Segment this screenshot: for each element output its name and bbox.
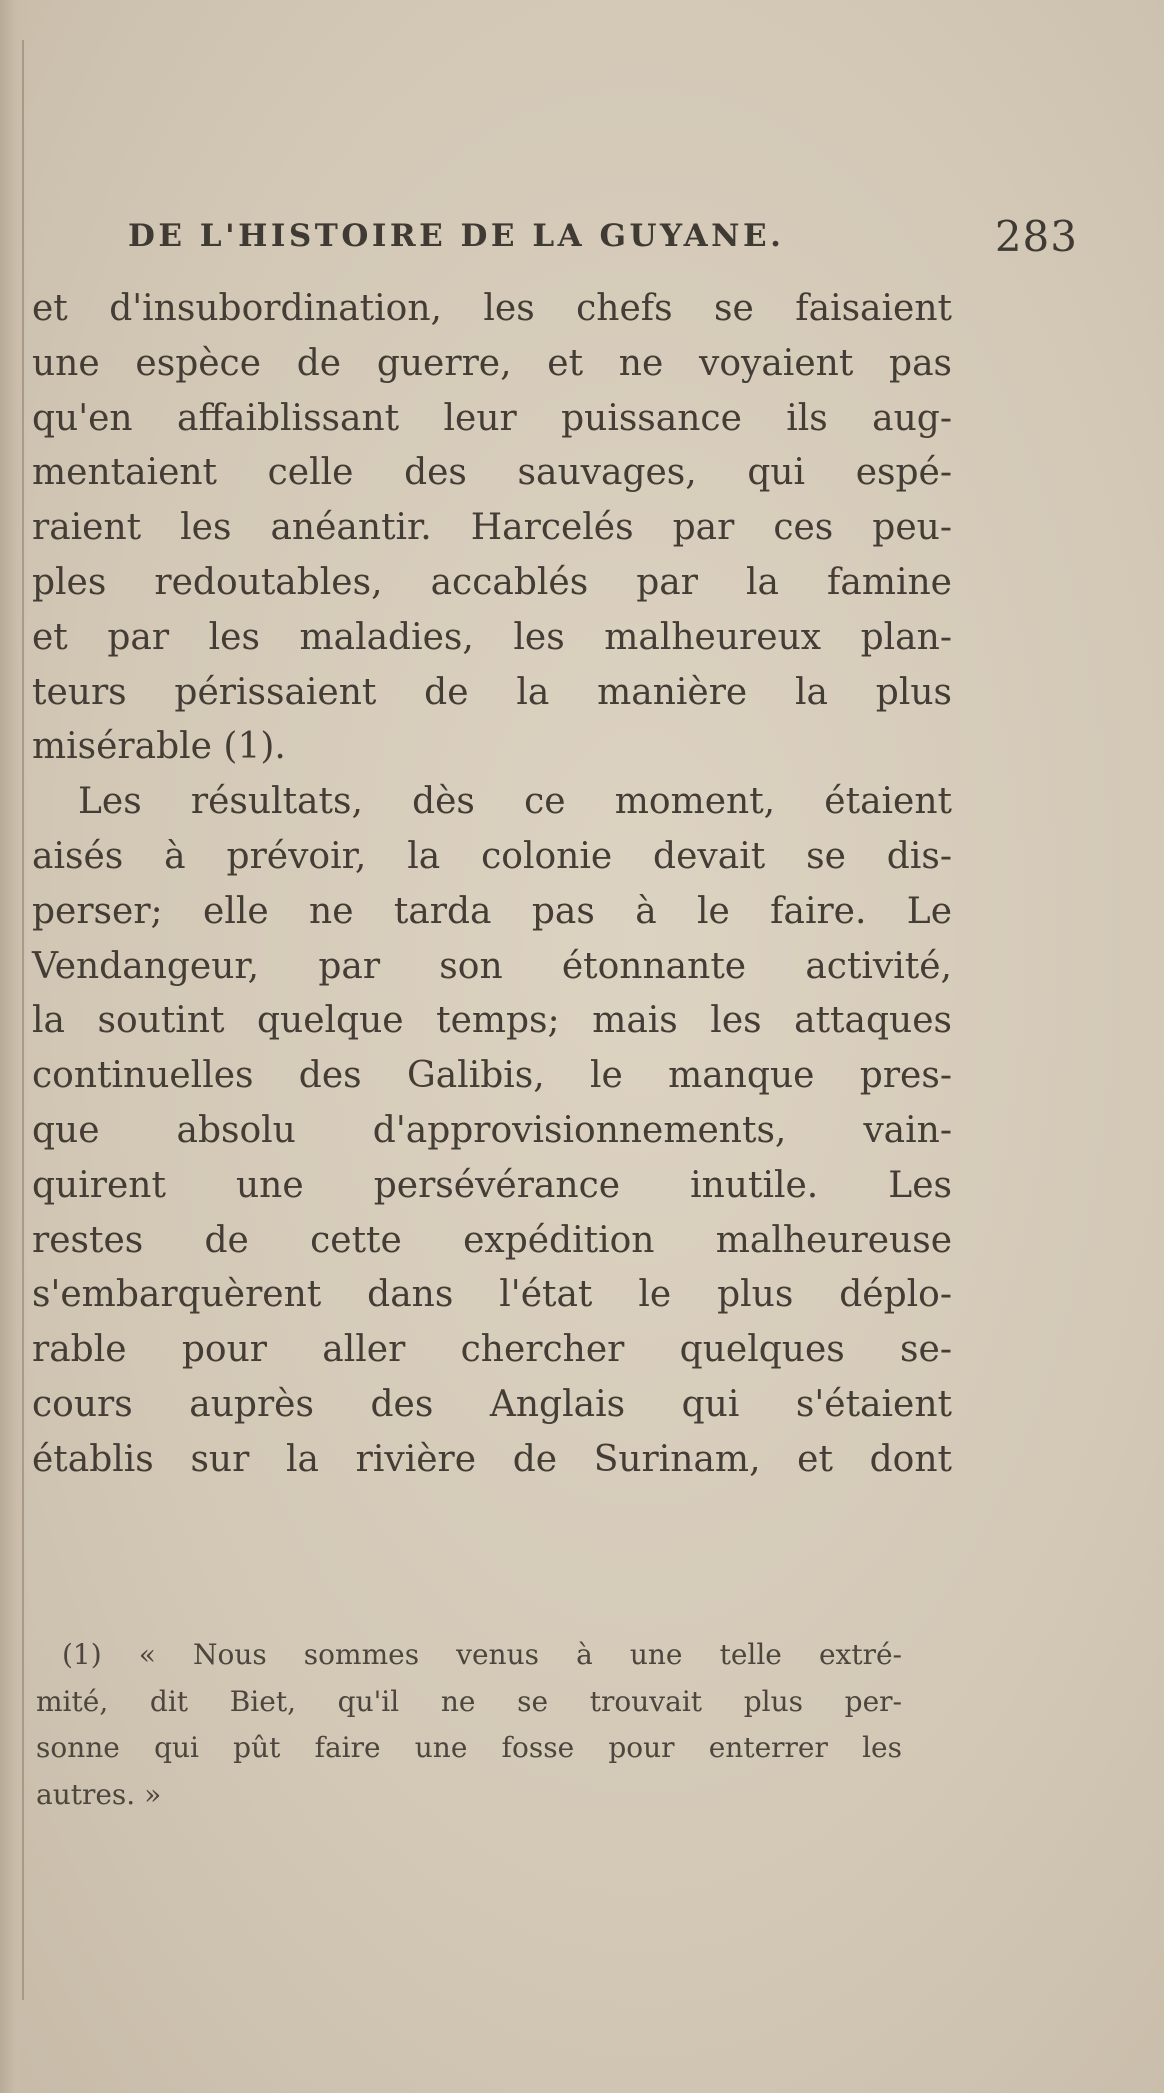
binding-edge <box>22 40 24 2000</box>
body-text <box>32 282 952 1488</box>
running-head <box>128 212 1128 264</box>
text-line: établis sur la rivière de Surinam, et dont <box>32 1438 952 1480</box>
text-line: quirent une persévérance inutile. Les <box>32 1164 952 1206</box>
footnote-line: autres. » <box>36 1777 162 1811</box>
footnote <box>36 1632 902 1818</box>
running-title: DE L'HISTOIRE DE LA GUYANE. <box>128 218 785 254</box>
footnote-line: mité, dit Biet, qu'il ne se trouvait plus per- <box>36 1684 902 1718</box>
text-line: la soutint quelque temps; mais les attaques <box>32 1000 952 1042</box>
text-line: misérable (1). <box>32 726 286 768</box>
text-line: mentaient celle des sauvages, qui espé- <box>32 452 952 494</box>
page-number: 283 <box>994 212 1078 261</box>
text-line: et par les maladies, les malheureux plan- <box>32 616 952 658</box>
text-line: perser; elle ne tarda pas à le faire. Le <box>32 890 952 932</box>
footnote-line: sonne qui pût faire une fosse pour enterrer les <box>36 1731 902 1764</box>
text-line: et d'insubordination, les chefs se faisaient <box>32 288 952 329</box>
footnote-line: (1) « Nous sommes venus à une telle extré- <box>62 1638 902 1671</box>
text-line: une espèce de guerre, et ne voyaient pas <box>32 342 952 384</box>
text-line: ples redoutables, accablés par la famine <box>32 561 952 603</box>
text-line: Vendangeur, par son étonnante activité, <box>32 945 952 987</box>
text-line: que absolu d'approvisionnements, vain- <box>32 1109 952 1151</box>
text-line: cours auprès des Anglais qui s'étaient <box>32 1383 952 1425</box>
text-line: teurs périssaient de la manière la plus <box>32 671 952 713</box>
text-line: aisés à prévoir, la colonie devait se dis- <box>32 835 952 877</box>
text-line: rable pour aller chercher quelques se- <box>32 1329 952 1371</box>
text-line: raient les anéantir. Harcelés par ces peu- <box>32 507 952 549</box>
text-line: qu'en affaiblissant leur puissance ils aug- <box>32 397 952 439</box>
text-line: s'embarquèrent dans l'état le plus déplo- <box>32 1274 952 1316</box>
text-line: Les résultats, dès ce moment, étaient <box>78 781 952 823</box>
text-line: restes de cette expédition malheureuse <box>32 1219 952 1261</box>
text-line: continuelles des Galibis, le manque pres- <box>32 1055 952 1097</box>
